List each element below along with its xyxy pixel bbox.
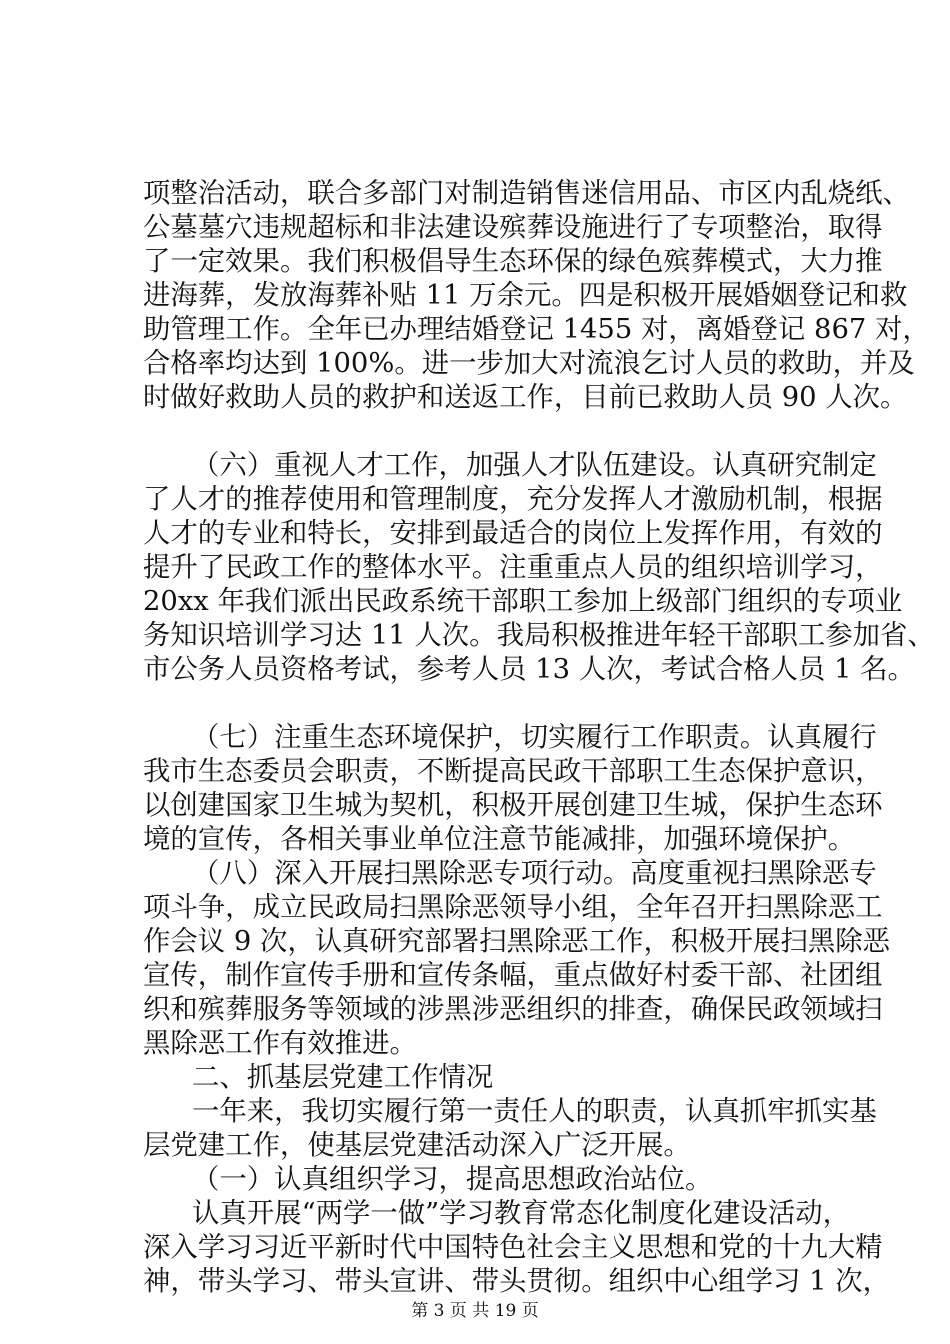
- body-text-line: 作会议 9 次，认真研究部署扫黑除恶工作，积极开展扫黑除恶: [143, 926, 890, 957]
- body-text-line: 项斗争，成立民政局扫黑除恶领导小组，全年召开扫黑除恶工: [143, 892, 883, 923]
- body-text-line: 层党建工作，使基层党建活动深入广泛开展。: [143, 1130, 691, 1161]
- body-text-line: 认真开展“两学一做”学习教育常态化制度化建设活动，: [192, 1198, 850, 1229]
- subsection-heading: （一）认真组织学习，提高思想政治站位。: [192, 1164, 713, 1195]
- body-text-line: 织和殡葬服务等领域的涉黑涉恶组织的排查，确保民政领域扫: [143, 994, 883, 1025]
- body-text-line: 境的宣传，各相关事业单位注意节能减排，加强环境保护。: [143, 824, 856, 855]
- body-text-line: 公墓墓穴违规超标和非法建设殡葬设施进行了专项整治，取得: [143, 212, 883, 243]
- body-text-line: 合格率均达到 100%。进一步加大对流浪乞讨人员的救助，并及: [143, 348, 915, 379]
- body-text-line: 一年来，我切实履行第一责任人的职责，认真抓牢抓实基: [192, 1096, 877, 1127]
- body-text-line: 宣传，制作宣传手册和宣传条幅，重点做好村委干部、社团组: [143, 960, 883, 991]
- body-text-line: 市公务人员资格考试，参考人员 13 人次，考试合格人员 1 名。: [143, 654, 915, 685]
- body-text-line: 人才的专业和特长，安排到最适合的岗位上发挥作用，有效的: [143, 518, 883, 549]
- body-text-line: 进海葬，发放海葬补贴 11 万余元。四是积极开展婚姻登记和救: [143, 280, 908, 311]
- body-text-line: 深入学习习近平新时代中国特色社会主义思想和党的十九大精: [143, 1232, 883, 1263]
- paragraph-heading-line: （七）注重生态环境保护，切实履行工作职责。认真履行: [192, 722, 877, 753]
- page-footer: 第 3 页 共 19 页: [411, 1301, 539, 1321]
- body-text-line: 项整治活动，联合多部门对制造销售迷信用品、市区内乱烧纸、: [143, 178, 910, 209]
- body-text-line: 了人才的推荐使用和管理制度，充分发挥人才激励机制，根据: [143, 484, 883, 515]
- paragraph-heading-line: （八）深入开展扫黑除恶专项行动。高度重视扫黑除恶专: [192, 858, 877, 889]
- body-text-line: 神，带头学习、带头宣讲、带头贯彻。组织中心组学习 1 次，: [143, 1266, 890, 1297]
- body-text-line: 务知识培训学习达 11 人次。我局积极推进年轻干部职工参加省、: [143, 620, 935, 651]
- section-heading: 二、抓基层党建工作情况: [192, 1062, 494, 1093]
- body-text-line: 助管理工作。全年已办理结婚登记 1455 对，离婚登记 867 对，: [143, 314, 930, 345]
- body-text-line: 了一定效果。我们积极倡导生态环保的绿色殡葬模式，大力推: [143, 246, 883, 277]
- body-text-line: 以创建国家卫生城为契机，积极开展创建卫生城，保护生态环: [143, 790, 883, 821]
- body-text-line: 时做好救助人员的救护和送返工作，目前已救助人员 90 人次。: [143, 382, 908, 413]
- paragraph-heading-line: （六）重视人才工作，加强人才队伍建设。认真研究制定: [192, 450, 877, 481]
- body-text-line: 20xx 年我们派出民政系统干部职工参加上级部门组织的专项业: [143, 586, 903, 617]
- body-text-line: 黑除恶工作有效推进。: [143, 1028, 417, 1059]
- body-text-line: 提升了民政工作的整体水平。注重重点人员的组织培训学习，: [143, 552, 883, 583]
- body-text-line: 我市生态委员会职责，不断提高民政干部职工生态保护意识，: [143, 756, 883, 787]
